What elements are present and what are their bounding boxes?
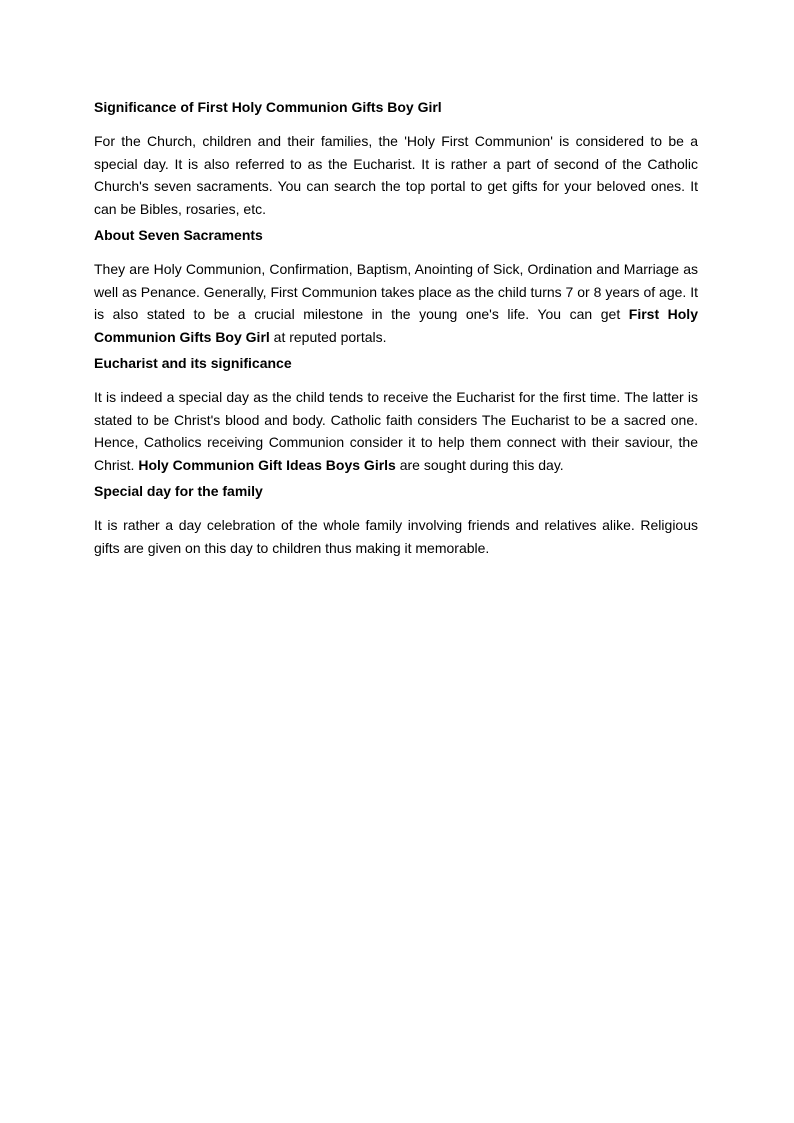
section-heading-sacraments: About Seven Sacraments xyxy=(94,227,263,243)
paragraph-text: It is indeed a special day as the child tends to receive the Eucharist for the first time. The latter is stated to be Christ's blood and body. Catholic faith considers The Eucharist to be a sacred one. Hence, Catholics receiving Communion consider it to help them connect with their saviour, the Christ. xyxy=(94,389,698,473)
section-paragraph-sacraments xyxy=(94,258,698,348)
section-paragraph-eucharist xyxy=(94,386,698,476)
paragraph-text: They are Holy Communion, Confirmation, Baptism, Anointing of Sick, Ordination and Marriage as well as Penance. Generally, First Communion takes place as the child turns 7 or 8 years of age. It is also stated to be a crucial milestone in the young one's life. You can get xyxy=(94,261,698,322)
section-heading-family: Special day for the family xyxy=(94,483,263,499)
section-heading-eucharist: Eucharist and its significance xyxy=(94,355,292,371)
section-paragraph-significance: For the Church, children and their families, the 'Holy First Communion' is considered to be a special day. It is also referred to as the Eucharist. It is rather a part of second of the Catholic Church's seven sacraments. You can search the top portal to get gifts for your beloved ones. It can be Bibles, rosaries, etc. xyxy=(94,133,698,217)
bold-keyword: First Holy Communion Gifts Boy Girl xyxy=(94,306,698,345)
section-heading-significance: Significance of First Holy Communion Gifts Boy Girl xyxy=(94,99,442,115)
document-page xyxy=(94,96,698,563)
paragraph-text: at reputed portals. xyxy=(269,328,387,345)
bold-keyword: Holy Communion Gift Ideas Boys Girls xyxy=(138,456,396,473)
section-paragraph-family: It is rather a day celebration of the whole family involving friends and relatives alike. Religious gifts are given on this day to children thus making it memorable. xyxy=(94,517,698,556)
paragraph-text: are sought during this day. xyxy=(395,456,564,473)
